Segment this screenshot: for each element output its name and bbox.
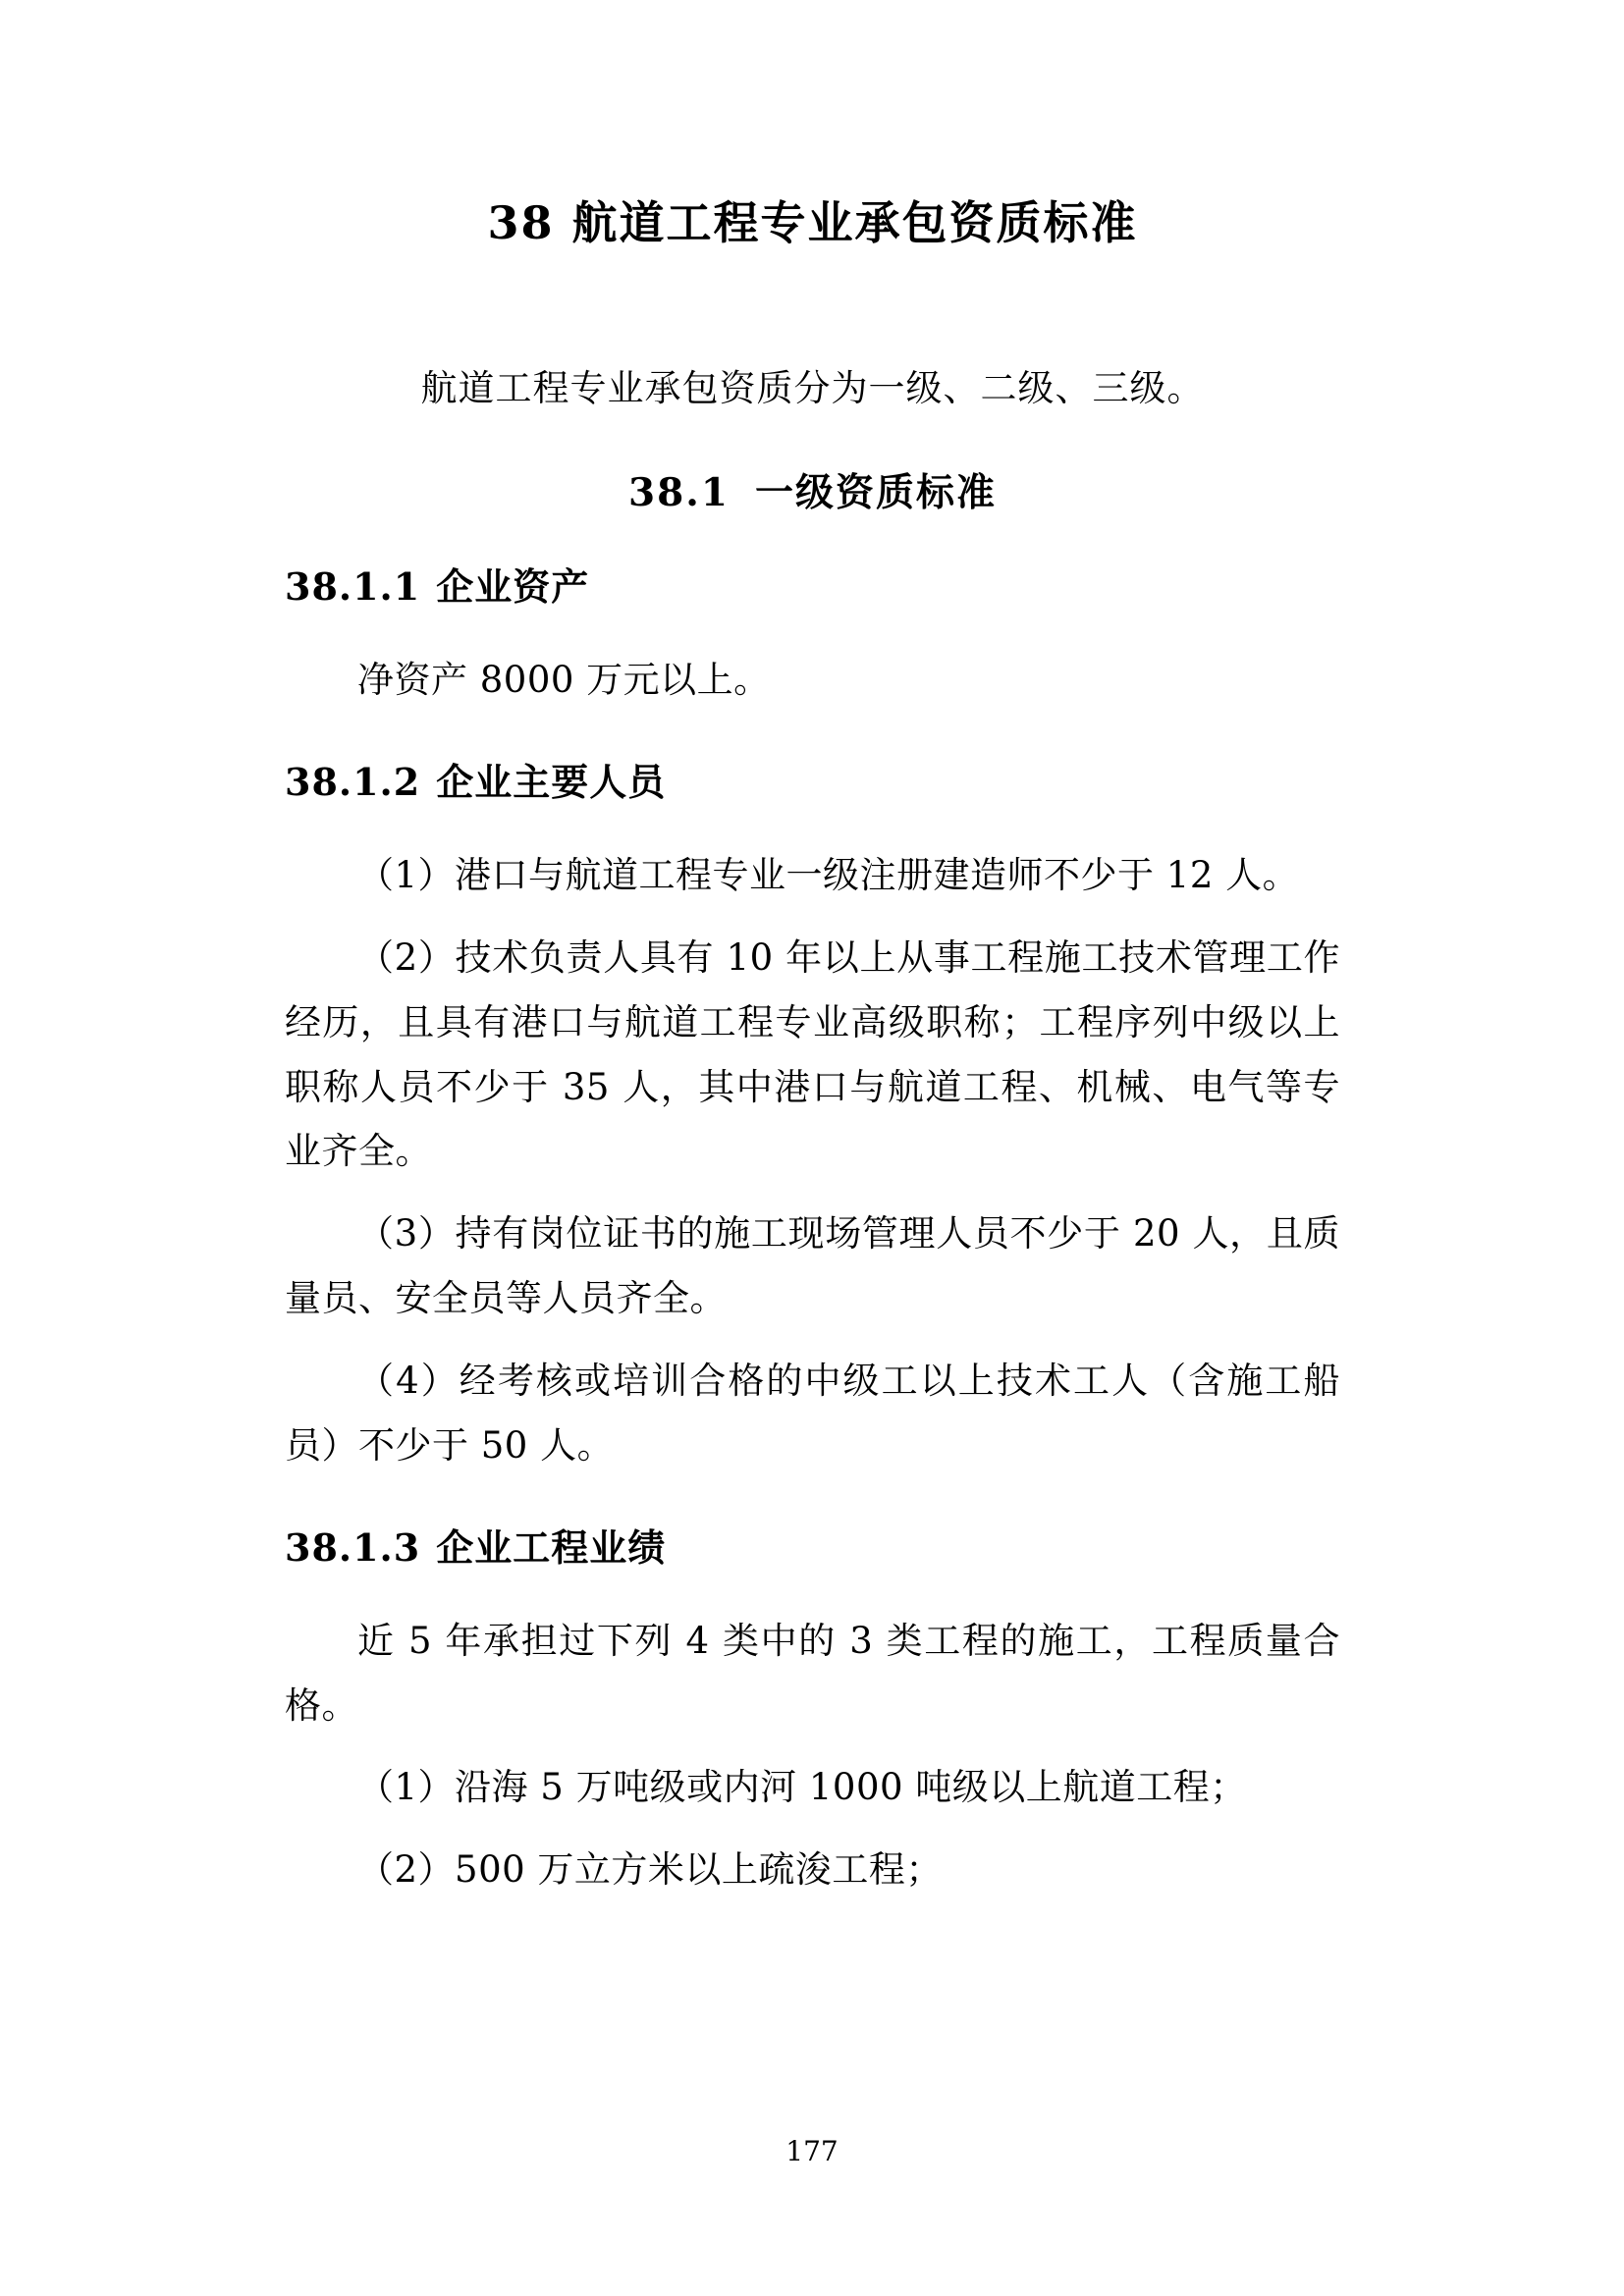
paragraph: （2）500 万立方米以上疏浚工程； [357, 1848, 943, 1892]
page-content [285, 0, 1340, 1902]
subsection-number-1: 38.1.1 [285, 564, 421, 610]
subsection-heading-2 [285, 752, 1340, 806]
paragraph: （3）持有岗位证书的施工现场管理人员不少于 20 人，且质量员、安全员等人员齐全。 [285, 1212, 1340, 1320]
section-heading [285, 462, 1340, 517]
page-number: 177 [785, 2135, 839, 2167]
intro-paragraph: 航道工程专业承包资质分为一级、二级、三级。 [420, 367, 1205, 410]
subsection-heading-3 [285, 1518, 1340, 1572]
section-number: 38.1 [627, 470, 730, 516]
paragraph: （2）技术负责人具有 10 年以上从事工程施工技术管理工作经历，且具有港口与航道工程专业高级职称；工程序列中级以上职称人员不少于 35 人，其中港口与航道工程、机械、电气等专业齐全。 [285, 935, 1340, 1173]
paragraph: 近 5 年承担过下列 4 类中的 3 类工程的施工，工程质量合格。 [285, 1619, 1340, 1727]
subsection-heading-1 [285, 557, 1340, 611]
section-title: 一级资质标准 [754, 470, 997, 516]
paragraph: （1）港口与航道工程专业一级注册建造师不少于 12 人。 [357, 854, 1300, 896]
subsection-title-3: 企业工程业绩 [436, 1524, 667, 1570]
subsection-title-1: 企业资产 [436, 564, 590, 610]
paragraph: （1）沿海 5 万吨级或内河 1000 吨级以上航道工程； [357, 1766, 1247, 1809]
paragraph: 净资产 8000 万元以上。 [357, 659, 771, 702]
subsection-number-2: 38.1.2 [285, 760, 421, 804]
page-title: 38 航道工程专业承包资质标准 [487, 196, 1138, 249]
subsection-title-2: 企业主要人员 [436, 760, 667, 804]
paragraph: （4）经考核或培训合格的中级工以上技术工人（含施工船员）不少于 50 人。 [285, 1360, 1340, 1467]
subsection-number-3: 38.1.3 [285, 1524, 421, 1570]
